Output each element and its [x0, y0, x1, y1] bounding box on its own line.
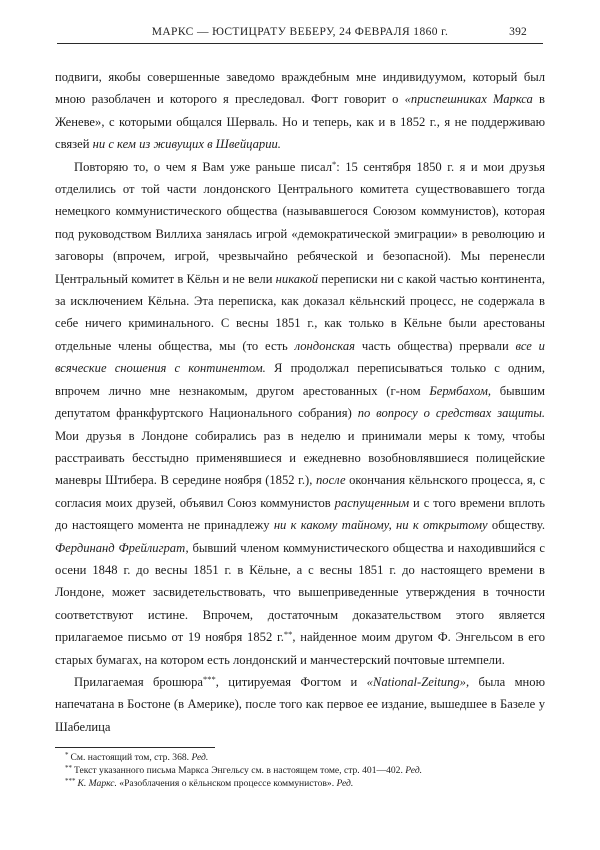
emphasized-text-run: Ред. [405, 765, 423, 777]
text-run: , цитируемая Фогтом и [215, 674, 367, 689]
footnotes-section [55, 747, 545, 791]
paragraph [55, 156, 545, 671]
emphasized-text-run: лондонская [294, 338, 356, 353]
footnote-marker: ** [65, 764, 72, 773]
paragraph [55, 66, 545, 156]
footnote-list [55, 751, 545, 791]
header-title: МАРКС — ЮСТИЦРАТУ ВЕБЕРУ, 24 ФЕВРАЛЯ 1860 г. [151, 26, 449, 38]
text-run: Мои друзья в Лондоне собирались раз в неделю и принимали меры к тому, чтобы расстраивать бесстыдно применявшиеся и ежедневно возобновлявшиеся полицейские маневры Штибера. В середине ноября (1852 г.), [55, 428, 545, 488]
footnote-marker: * [332, 158, 337, 169]
text-run: переписки ни с какой частью континента, за исключением Кёльна. Эта переписка, как доказал кёльнский процесс, не содержала в себе ничего криминального. С весны 1851 г., как только в Кёльне были арестованы отдельные члены общества, мы (то есть [55, 271, 546, 353]
footnote [55, 751, 545, 764]
text-run: Текст указанного письма Маркса Энгельсу см. в настоящем томе, стр. 401—402. [74, 765, 406, 777]
footnote-marker: ** [283, 629, 293, 640]
footnote [55, 777, 545, 790]
text-run: Прилагаемая брошюра [74, 674, 203, 689]
emphasized-text-run: распущенным [334, 495, 410, 510]
text-run: «Разоблачения о кёльнском процессе коммунистов». [116, 778, 337, 790]
text-run: См. настоящий том, стр. 368. [70, 752, 192, 763]
emphasized-text-run: никакой [275, 271, 319, 286]
text-run: : 15 сентября 1850 г. я и мои друзья отделились от той части лондонского Центрального комитета существовавшего тогда немецкого коммунистического общества (называвшегося Союзом коммунистов), которая под руководством Виллиха занялась игрой «демократической эмиграции» в революцию и заговоры (впрочем, игрой, чрезвычайно ребяческой и безопасной). Мы перенесли Центральный комитет в Кёльн и не вели [55, 159, 545, 286]
text-run: часть общества) прервали [355, 338, 516, 353]
emphasized-text-run: все и всяческие сношения с континентом. [55, 338, 545, 376]
emphasized-text-run: Ред. [336, 778, 354, 790]
footnote-marker: * [65, 751, 69, 759]
running-header [57, 26, 543, 44]
emphasized-text-run: Бермбахом, [429, 383, 492, 398]
paragraph [55, 671, 545, 738]
text-run: бывшим депутатом франкфуртского Национального собрания) [55, 383, 545, 421]
text-run: Повторяю то, о чем я Вам уже раньше писал [74, 159, 332, 174]
text-run: подвиги, якобы совершенные заведомо враждебным мне индивидуумом, который был мною разоблачен и которого я преследовал. Фогт говорит о [55, 70, 545, 107]
emphasized-text-run: ни к какому тайному, ни к открытому [273, 518, 488, 533]
emphasized-text-run: по вопросу о средствах защиты. [357, 406, 545, 421]
text-run: Я продолжал переписываться только с одним, впрочем лично мне незнакомым, другом арестованных (г-ном [55, 361, 545, 398]
header-row [57, 26, 543, 43]
header-rule [57, 43, 543, 44]
emphasized-text-run: Ред. [191, 752, 209, 763]
emphasized-text-run: Фердинанд Фрейлиграт, [55, 540, 189, 555]
emphasized-text-run: К. Маркс. [77, 778, 117, 790]
emphasized-text-run: после [315, 473, 346, 488]
footnote-rule [55, 747, 215, 748]
letter-body [55, 66, 545, 738]
text-run: и с того времени вплоть до настоящего момента не принадлежу [55, 495, 545, 533]
page-number: 392 [509, 26, 527, 38]
text-run: окончания кёльнского процесса, я, с согласия моих друзей, объявил Союз коммунистов [55, 473, 545, 510]
text-run: бывший членом коммунистического общества и находившийся с осени 1848 г. до весны 1851 г. в Кёльне, а с весны 1851 г. до настоящего времени в Лондоне, может засвидетельствовать, что вышеприведенные утверждения в точности соответствуют истине. Впрочем, достаточным доказательством этого является прилагаемое письмо от 19 ноября 1852 г. [55, 540, 546, 645]
text-run: , найденное моим другом Ф. Энгельсом в его старых бумагах, на котором есть лондонский и манчестерский почтовые штемпели. [55, 630, 545, 667]
emphasized-text-run: «приспешниках Маркса [404, 92, 533, 107]
footnote [55, 764, 545, 777]
footnote-marker: *** [65, 777, 76, 786]
footnote-marker: *** [202, 673, 216, 684]
text-run: обществу. [487, 518, 545, 533]
text-run: была мною напечатана в Бостоне (в Америке), после того как первое ее издание, вышедшее в Базеле у Шабелица [55, 674, 545, 734]
emphasized-text-run: «National-Zeitung», [366, 674, 470, 689]
text-run: в Женеве», с которыми общался Шерваль. Но и теперь, как и в 1852 г., я не поддерживаю связей [55, 92, 545, 152]
emphasized-text-run: ни с кем из живущих в Швейцарии. [92, 137, 281, 152]
